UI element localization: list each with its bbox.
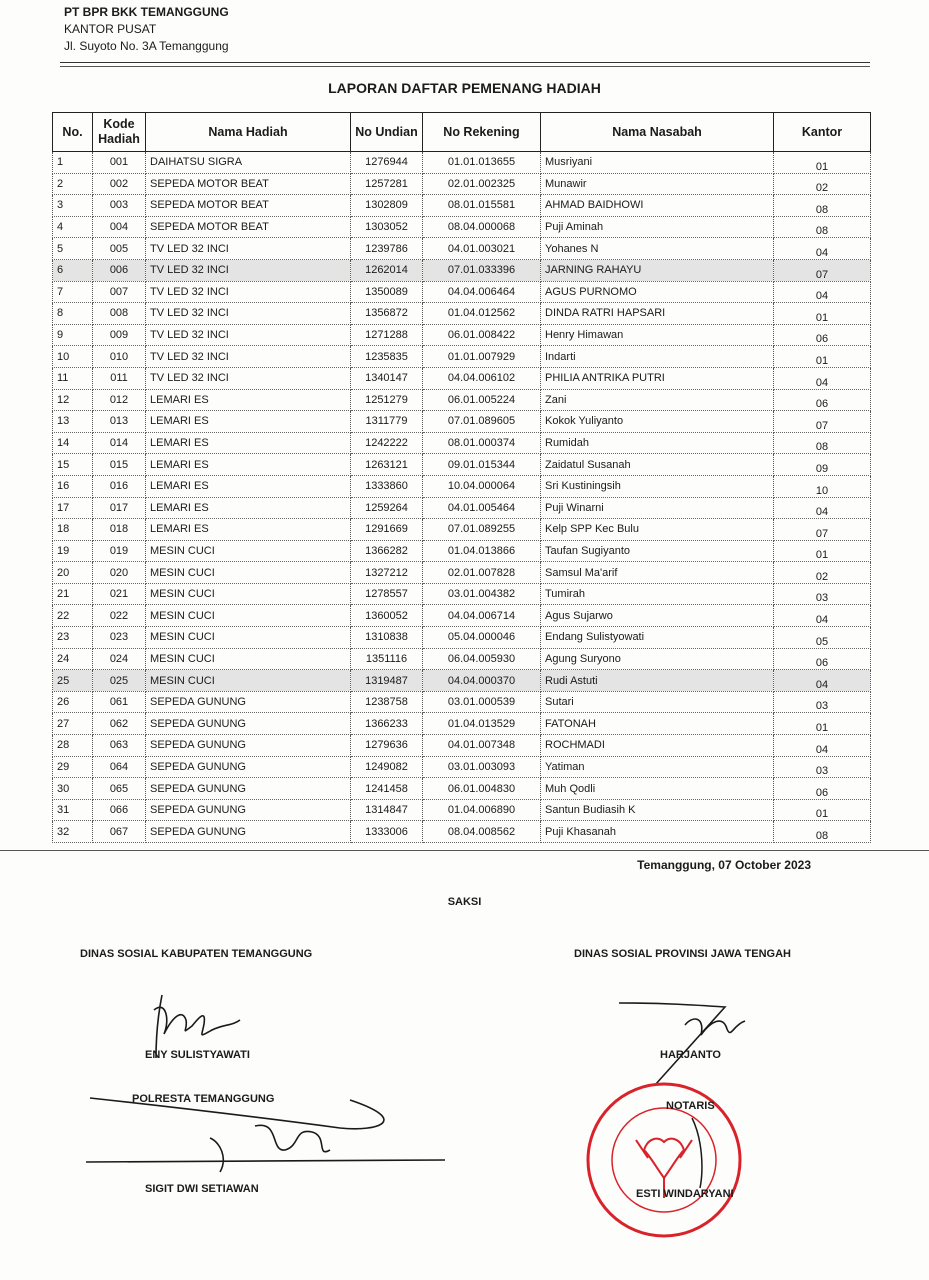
cell-kode-hadiah: 007 <box>93 281 146 303</box>
cell-kode-hadiah: 013 <box>93 411 146 433</box>
cell-no: 24 <box>53 648 93 670</box>
letterhead <box>64 4 229 55</box>
cell-no-rekening: 07.01.089255 <box>423 519 541 541</box>
col-header-kode-line2: Hadiah <box>98 132 140 146</box>
cell-no-undian: 1271288 <box>351 324 423 346</box>
cell-nama-nasabah: AHMAD BAIDHOWI <box>541 195 774 217</box>
cell-kode-hadiah: 009 <box>93 324 146 346</box>
cell-no: 32 <box>53 821 93 843</box>
cell-kode-hadiah: 016 <box>93 475 146 497</box>
cell-nama-nasabah: AGUS PURNOMO <box>541 281 774 303</box>
table-row <box>53 670 871 692</box>
table-bottom-rule <box>0 850 929 851</box>
cell-nama-nasabah: Taufan Sugiyanto <box>541 540 774 562</box>
cell-kantor: 02 <box>774 173 871 195</box>
cell-no-rekening: 08.01.000374 <box>423 432 541 454</box>
cell-kode-hadiah: 061 <box>93 691 146 713</box>
cell-no: 11 <box>53 367 93 389</box>
cell-kantor: 04 <box>774 497 871 519</box>
cell-no-rekening: 06.01.008422 <box>423 324 541 346</box>
cell-no-rekening: 03.01.003093 <box>423 756 541 778</box>
cell-nama-nasabah: Endang Sulistyowati <box>541 627 774 649</box>
cell-no-undian: 1239786 <box>351 238 423 260</box>
table-row <box>53 389 871 411</box>
cell-no: 2 <box>53 173 93 195</box>
cell-no: 30 <box>53 778 93 800</box>
table-row <box>53 411 871 433</box>
letterhead-rule <box>60 62 870 63</box>
cell-nama-hadiah: SEPEDA GUNUNG <box>146 735 351 757</box>
cell-nama-nasabah: FATONAH <box>541 713 774 735</box>
cell-no-undian: 1251279 <box>351 389 423 411</box>
cell-nama-hadiah: SEPEDA MOTOR BEAT <box>146 216 351 238</box>
cell-no-rekening: 02.01.007828 <box>423 562 541 584</box>
cell-no: 15 <box>53 454 93 476</box>
col-header-nama-hadiah: Nama Hadiah <box>146 113 351 152</box>
cell-nama-hadiah: TV LED 32 INCI <box>146 324 351 346</box>
cell-kode-hadiah: 012 <box>93 389 146 411</box>
table-row <box>53 583 871 605</box>
cell-no: 31 <box>53 799 93 821</box>
cell-no-rekening: 03.01.004382 <box>423 583 541 605</box>
cell-kode-hadiah: 067 <box>93 821 146 843</box>
cell-kode-hadiah: 023 <box>93 627 146 649</box>
cell-no-undian: 1279636 <box>351 735 423 757</box>
cell-nama-hadiah: TV LED 32 INCI <box>146 346 351 368</box>
cell-no-rekening: 04.04.000370 <box>423 670 541 692</box>
cell-kode-hadiah: 064 <box>93 756 146 778</box>
col-header-kode-line1: Kode <box>103 117 135 131</box>
cell-kode-hadiah: 010 <box>93 346 146 368</box>
cell-no-undian: 1333860 <box>351 475 423 497</box>
cell-kode-hadiah: 001 <box>93 152 146 174</box>
cell-kode-hadiah: 015 <box>93 454 146 476</box>
cell-kode-hadiah: 002 <box>93 173 146 195</box>
cell-kantor: 04 <box>774 735 871 757</box>
col-header-no: No. <box>53 113 93 152</box>
cell-nama-nasabah: Rumidah <box>541 432 774 454</box>
cell-no-undian: 1249082 <box>351 756 423 778</box>
table-row <box>53 152 871 174</box>
col-header-kode <box>93 113 146 152</box>
table-row <box>53 497 871 519</box>
cell-no-rekening: 01.01.007929 <box>423 346 541 368</box>
cell-nama-nasabah: Agus Sujarwo <box>541 605 774 627</box>
cell-no-undian: 1235835 <box>351 346 423 368</box>
cell-no-rekening: 04.01.003021 <box>423 238 541 260</box>
cell-no-rekening: 08.01.015581 <box>423 195 541 217</box>
col-header-nama-nasabah: Nama Nasabah <box>541 113 774 152</box>
table-row <box>53 303 871 325</box>
cell-nama-hadiah: DAIHATSU SIGRA <box>146 152 351 174</box>
cell-no-undian: 1311779 <box>351 411 423 433</box>
cell-no-rekening: 06.01.005224 <box>423 389 541 411</box>
cell-no: 5 <box>53 238 93 260</box>
cell-no-rekening: 09.01.015344 <box>423 454 541 476</box>
cell-no-undian: 1351116 <box>351 648 423 670</box>
cell-nama-nasabah: Samsul Ma'arif <box>541 562 774 584</box>
cell-kode-hadiah: 062 <box>93 713 146 735</box>
table-row <box>53 346 871 368</box>
cell-kode-hadiah: 006 <box>93 259 146 281</box>
cell-nama-hadiah: LEMARI ES <box>146 389 351 411</box>
cell-kode-hadiah: 003 <box>93 195 146 217</box>
cell-nama-nasabah: Yohanes N <box>541 238 774 260</box>
cell-nama-hadiah: MESIN CUCI <box>146 605 351 627</box>
cell-nama-hadiah: TV LED 32 INCI <box>146 238 351 260</box>
cell-nama-nasabah: Rudi Astuti <box>541 670 774 692</box>
cell-nama-hadiah: MESIN CUCI <box>146 583 351 605</box>
right-signer2-name: ESTI WINDARYANI <box>636 1188 734 1200</box>
report-date: Temanggung, 07 October 2023 <box>637 858 811 872</box>
cell-no-rekening: 04.04.006464 <box>423 281 541 303</box>
cell-nama-hadiah: TV LED 32 INCI <box>146 367 351 389</box>
col-header-kantor: Kantor <box>774 113 871 152</box>
table-row <box>53 691 871 713</box>
cell-kode-hadiah: 017 <box>93 497 146 519</box>
cell-nama-nasabah: PHILIA ANTRIKA PUTRI <box>541 367 774 389</box>
right-signer-name: HARJANTO <box>660 1049 721 1061</box>
cell-no-rekening: 04.04.006102 <box>423 367 541 389</box>
cell-no: 6 <box>53 259 93 281</box>
table-row <box>53 756 871 778</box>
cell-kode-hadiah: 066 <box>93 799 146 821</box>
cell-kantor: 03 <box>774 691 871 713</box>
cell-no: 25 <box>53 670 93 692</box>
cell-nama-hadiah: SEPEDA GUNUNG <box>146 756 351 778</box>
table-row <box>53 281 871 303</box>
cell-no-undian: 1356872 <box>351 303 423 325</box>
cell-kantor: 06 <box>774 778 871 800</box>
cell-nama-hadiah: SEPEDA MOTOR BEAT <box>146 195 351 217</box>
cell-kantor: 04 <box>774 670 871 692</box>
cell-kantor: 01 <box>774 713 871 735</box>
table-body <box>53 152 871 843</box>
table-row <box>53 432 871 454</box>
cell-kantor: 04 <box>774 281 871 303</box>
cell-kantor: 09 <box>774 454 871 476</box>
cell-nama-nasabah: Henry Himawan <box>541 324 774 346</box>
left-org2-label: POLRESTA TEMANGGUNG <box>132 1093 275 1105</box>
cell-no: 21 <box>53 583 93 605</box>
cell-no: 12 <box>53 389 93 411</box>
cell-kode-hadiah: 019 <box>93 540 146 562</box>
cell-nama-nasabah: DINDA RATRI HAPSARI <box>541 303 774 325</box>
winners-table <box>52 112 871 843</box>
col-header-no-undian: No Undian <box>351 113 423 152</box>
cell-no: 3 <box>53 195 93 217</box>
witness-heading: SAKSI <box>447 896 482 908</box>
cell-no-undian: 1263121 <box>351 454 423 476</box>
cell-no: 7 <box>53 281 93 303</box>
cell-no: 19 <box>53 540 93 562</box>
cell-nama-nasabah: Sutari <box>541 691 774 713</box>
cell-nama-hadiah: MESIN CUCI <box>146 627 351 649</box>
cell-no-undian: 1327212 <box>351 562 423 584</box>
cell-kantor: 02 <box>774 562 871 584</box>
cell-no-undian: 1302809 <box>351 195 423 217</box>
report-title: LAPORAN DAFTAR PEMENANG HADIAH <box>328 80 601 96</box>
cell-no-rekening: 07.01.089605 <box>423 411 541 433</box>
cell-no: 23 <box>53 627 93 649</box>
cell-nama-hadiah: MESIN CUCI <box>146 648 351 670</box>
cell-nama-nasabah: Puji Winarni <box>541 497 774 519</box>
cell-no-undian: 1366282 <box>351 540 423 562</box>
cell-nama-hadiah: TV LED 32 INCI <box>146 303 351 325</box>
cell-kode-hadiah: 022 <box>93 605 146 627</box>
cell-no-rekening: 10.04.000064 <box>423 475 541 497</box>
cell-no-undian: 1350089 <box>351 281 423 303</box>
cell-kantor: 04 <box>774 605 871 627</box>
cell-no: 28 <box>53 735 93 757</box>
cell-no: 16 <box>53 475 93 497</box>
cell-nama-hadiah: LEMARI ES <box>146 454 351 476</box>
table-row <box>53 605 871 627</box>
cell-nama-hadiah: SEPEDA MOTOR BEAT <box>146 173 351 195</box>
office-name: KANTOR PUSAT <box>64 22 157 36</box>
cell-nama-hadiah: SEPEDA GUNUNG <box>146 799 351 821</box>
cell-no: 8 <box>53 303 93 325</box>
cell-no-undian: 1262014 <box>351 259 423 281</box>
cell-kantor: 08 <box>774 216 871 238</box>
cell-nama-nasabah: Indarti <box>541 346 774 368</box>
cell-no-rekening: 04.01.007348 <box>423 735 541 757</box>
cell-nama-nasabah: ROCHMADI <box>541 735 774 757</box>
cell-no: 14 <box>53 432 93 454</box>
cell-nama-nasabah: Sri Kustiningsih <box>541 475 774 497</box>
table-row <box>53 735 871 757</box>
cell-kantor: 07 <box>774 411 871 433</box>
cell-nama-nasabah: Puji Aminah <box>541 216 774 238</box>
cell-kantor: 01 <box>774 540 871 562</box>
table-row <box>53 778 871 800</box>
cell-no-undian: 1259264 <box>351 497 423 519</box>
cell-no-undian: 1360052 <box>351 605 423 627</box>
left-signer2-name: SIGIT DWI SETIAWAN <box>145 1183 259 1195</box>
cell-no: 4 <box>53 216 93 238</box>
cell-no: 27 <box>53 713 93 735</box>
table-row <box>53 519 871 541</box>
cell-no: 17 <box>53 497 93 519</box>
cell-kantor: 01 <box>774 303 871 325</box>
cell-kode-hadiah: 021 <box>93 583 146 605</box>
cell-nama-hadiah: MESIN CUCI <box>146 670 351 692</box>
cell-no-rekening: 04.01.005464 <box>423 497 541 519</box>
cell-kantor: 10 <box>774 475 871 497</box>
cell-nama-nasabah: Puji Khasanah <box>541 821 774 843</box>
cell-no-undian: 1319487 <box>351 670 423 692</box>
table-row <box>53 238 871 260</box>
cell-no-undian: 1242222 <box>351 432 423 454</box>
cell-kode-hadiah: 020 <box>93 562 146 584</box>
col-header-no-rekening: No Rekening <box>423 113 541 152</box>
cell-kantor: 07 <box>774 519 871 541</box>
cell-no-undian: 1314847 <box>351 799 423 821</box>
table-row <box>53 713 871 735</box>
cell-no: 18 <box>53 519 93 541</box>
cell-no-rekening: 01.04.013529 <box>423 713 541 735</box>
cell-no-undian: 1276944 <box>351 152 423 174</box>
cell-no-undian: 1303052 <box>351 216 423 238</box>
cell-no-undian: 1257281 <box>351 173 423 195</box>
cell-kantor: 07 <box>774 259 871 281</box>
cell-no-undian: 1310838 <box>351 627 423 649</box>
cell-nama-hadiah: SEPEDA GUNUNG <box>146 713 351 735</box>
cell-kode-hadiah: 011 <box>93 367 146 389</box>
cell-no-undian: 1340147 <box>351 367 423 389</box>
table-row <box>53 540 871 562</box>
cell-kantor: 03 <box>774 756 871 778</box>
cell-nama-hadiah: LEMARI ES <box>146 475 351 497</box>
cell-kode-hadiah: 065 <box>93 778 146 800</box>
cell-kode-hadiah: 024 <box>93 648 146 670</box>
cell-nama-nasabah: Zaidatul Susanah <box>541 454 774 476</box>
cell-no-rekening: 01.04.013866 <box>423 540 541 562</box>
table-row <box>53 475 871 497</box>
cell-no-rekening: 05.04.000046 <box>423 627 541 649</box>
cell-nama-nasabah: Zani <box>541 389 774 411</box>
table-row <box>53 259 871 281</box>
cell-kantor: 08 <box>774 195 871 217</box>
cell-no: 22 <box>53 605 93 627</box>
cell-kode-hadiah: 063 <box>93 735 146 757</box>
cell-no: 9 <box>53 324 93 346</box>
cell-nama-nasabah: Muh Qodli <box>541 778 774 800</box>
cell-no-rekening: 08.04.000068 <box>423 216 541 238</box>
cell-nama-hadiah: MESIN CUCI <box>146 540 351 562</box>
cell-no-rekening: 01.04.006890 <box>423 799 541 821</box>
cell-nama-hadiah: SEPEDA GUNUNG <box>146 691 351 713</box>
cell-nama-nasabah: JARNING RAHAYU <box>541 259 774 281</box>
cell-no-rekening: 02.01.002325 <box>423 173 541 195</box>
cell-nama-nasabah: Tumirah <box>541 583 774 605</box>
cell-no: 10 <box>53 346 93 368</box>
cell-kantor: 08 <box>774 432 871 454</box>
cell-no-undian: 1238758 <box>351 691 423 713</box>
cell-no-rekening: 07.01.033396 <box>423 259 541 281</box>
table-header-row <box>53 113 871 152</box>
cell-no-rekening: 03.01.000539 <box>423 691 541 713</box>
cell-kode-hadiah: 014 <box>93 432 146 454</box>
company-name: PT BPR BKK TEMANGGUNG <box>64 5 229 19</box>
cell-nama-hadiah: LEMARI ES <box>146 497 351 519</box>
table-row <box>53 173 871 195</box>
cell-no-undian: 1333006 <box>351 821 423 843</box>
cell-kode-hadiah: 005 <box>93 238 146 260</box>
cell-nama-nasabah: Musriyani <box>541 152 774 174</box>
cell-no-undian: 1241458 <box>351 778 423 800</box>
cell-no: 1 <box>53 152 93 174</box>
cell-kantor: 06 <box>774 389 871 411</box>
table-row <box>53 799 871 821</box>
cell-no-rekening: 01.04.012562 <box>423 303 541 325</box>
left-org-label: DINAS SOSIAL KABUPATEN TEMANGGUNG <box>80 948 313 960</box>
cell-kode-hadiah: 025 <box>93 670 146 692</box>
table-row <box>53 195 871 217</box>
cell-nama-nasabah: Munawir <box>541 173 774 195</box>
cell-nama-hadiah: LEMARI ES <box>146 519 351 541</box>
cell-nama-nasabah: Yatiman <box>541 756 774 778</box>
cell-kode-hadiah: 018 <box>93 519 146 541</box>
cell-kantor: 06 <box>774 648 871 670</box>
cell-kantor: 04 <box>774 367 871 389</box>
cell-no-rekening: 04.04.006714 <box>423 605 541 627</box>
cell-no-rekening: 06.04.005930 <box>423 648 541 670</box>
cell-kantor: 08 <box>774 821 871 843</box>
cell-nama-hadiah: LEMARI ES <box>146 411 351 433</box>
table-row <box>53 562 871 584</box>
table-row <box>53 648 871 670</box>
notary-stamp <box>582 1078 746 1242</box>
cell-nama-hadiah: SEPEDA GUNUNG <box>146 778 351 800</box>
right-org2-label: NOTARIS <box>666 1100 715 1112</box>
cell-kantor: 05 <box>774 627 871 649</box>
cell-no: 13 <box>53 411 93 433</box>
table-row <box>53 821 871 843</box>
cell-no-rekening: 01.01.013655 <box>423 152 541 174</box>
cell-no-undian: 1291669 <box>351 519 423 541</box>
table-row <box>53 324 871 346</box>
cell-nama-nasabah: Kelp SPP Kec Bulu <box>541 519 774 541</box>
cell-nama-hadiah: TV LED 32 INCI <box>146 259 351 281</box>
company-address: Jl. Suyoto No. 3A Temanggung <box>64 39 229 53</box>
cell-no-undian: 1278557 <box>351 583 423 605</box>
cell-no-rekening: 08.04.008562 <box>423 821 541 843</box>
letterhead-rule-thin <box>60 66 870 67</box>
table-row <box>53 367 871 389</box>
cell-kantor: 01 <box>774 799 871 821</box>
table-row <box>53 216 871 238</box>
cell-kantor: 01 <box>774 152 871 174</box>
cell-nama-nasabah: Agung Suryono <box>541 648 774 670</box>
cell-kantor: 01 <box>774 346 871 368</box>
cell-kantor: 04 <box>774 238 871 260</box>
cell-nama-hadiah: LEMARI ES <box>146 432 351 454</box>
cell-kode-hadiah: 004 <box>93 216 146 238</box>
cell-no: 20 <box>53 562 93 584</box>
right-org-label: DINAS SOSIAL PROVINSI JAWA TENGAH <box>574 948 791 960</box>
cell-kode-hadiah: 008 <box>93 303 146 325</box>
cell-nama-hadiah: SEPEDA GUNUNG <box>146 821 351 843</box>
table-row <box>53 454 871 476</box>
cell-nama-nasabah: Santun Budiasih K <box>541 799 774 821</box>
left-signer-name: ENY SULISTYAWATI <box>145 1049 250 1061</box>
cell-no-rekening: 06.01.004830 <box>423 778 541 800</box>
cell-no: 26 <box>53 691 93 713</box>
cell-kantor: 06 <box>774 324 871 346</box>
cell-kantor: 03 <box>774 583 871 605</box>
cell-nama-nasabah: Kokok Yuliyanto <box>541 411 774 433</box>
cell-nama-hadiah: MESIN CUCI <box>146 562 351 584</box>
cell-no: 29 <box>53 756 93 778</box>
table-row <box>53 627 871 649</box>
cell-no-undian: 1366233 <box>351 713 423 735</box>
cell-nama-hadiah: TV LED 32 INCI <box>146 281 351 303</box>
